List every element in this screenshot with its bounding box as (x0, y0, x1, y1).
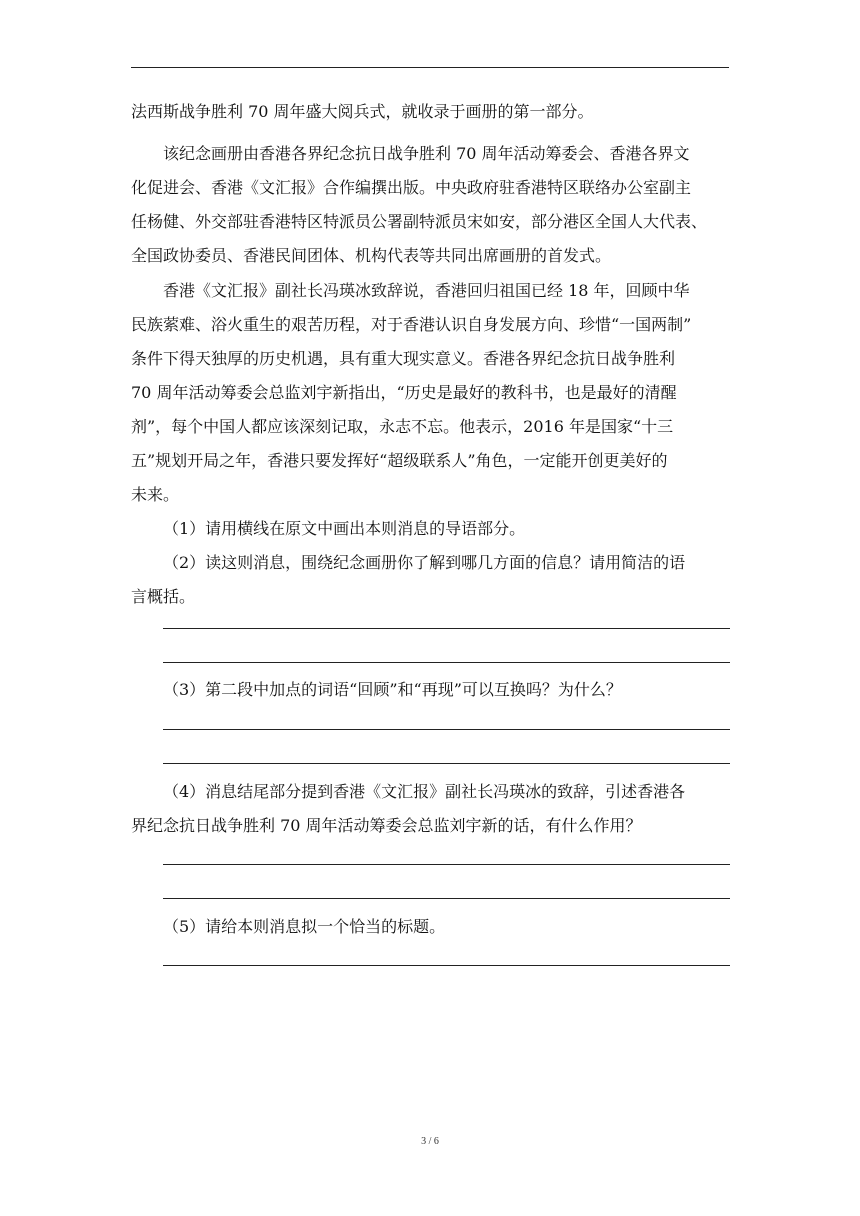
header-rule (131, 67, 729, 68)
page-number: 3 / 6 (421, 1136, 439, 1147)
question-1: （1）请用横线在原文中画出本则消息的导语部分。 (163, 519, 526, 538)
question-2-line-2: 言概括。 (131, 587, 196, 606)
answer-line-q2-2[interactable] (163, 662, 730, 663)
paragraph-3-line-4: 70 周年活动筹委会总监刘宇新指出，“历史是最好的教科书，也是最好的清醒 (131, 383, 677, 402)
paragraph-2-line-3: 任杨健、外交部驻香港特区特派员公署副特派员宋如安，部分港区全国人大代表、 (131, 212, 708, 231)
answer-line-q3-2[interactable] (163, 763, 730, 764)
paragraph-3-line-5: 剂”，每个中国人都应该深刻记取，永志不忘。他表示，2016 年是国家“十三 (131, 417, 674, 436)
question-3: （3）第二段中加点的词语“回顾”和“再现”可以互换吗？为什么？ (163, 680, 622, 699)
answer-line-q5-1[interactable] (163, 965, 730, 966)
answer-line-q2-1[interactable] (163, 628, 730, 629)
paragraph-2-line-2: 化促进会、香港《文汇报》合作编撰出版。中央政府驻香港特区联络办公室副主 (131, 178, 692, 197)
paragraph-3-line-1: 香港《文汇报》副社长冯瑛冰致辞说，香港回归祖国已经 18 年，回顾中华 (163, 281, 690, 300)
question-5: （5）请给本则消息拟一个恰当的标题。 (163, 917, 446, 936)
passage-continuation-line: 法西斯战争胜利 70 周年盛大阅兵式，就收录于画册的第一部分。 (131, 102, 594, 121)
paragraph-3-line-3: 条件下得天独厚的历史机遇，具有重大现实意义。香港各界纪念抗日战争胜利 (131, 349, 676, 368)
question-2-line-1: （2）读这则消息，围绕纪念画册你了解到哪几方面的信息？请用简洁的语 (163, 553, 686, 572)
question-4-line-1: （4）消息结尾部分提到香港《文汇报》副社长冯瑛冰的致辞，引述香港各 (163, 782, 686, 801)
paragraph-2-line-4: 全国政协委员、香港民间团体、机构代表等共同出席画册的首发式。 (131, 246, 612, 265)
paragraph-3-line-6: 五”规划开局之年，香港只要发挥好“超级联系人”角色，一定能开创更美好的 (131, 451, 668, 470)
paragraph-3-line-7: 未来。 (131, 485, 180, 504)
question-4-line-2: 界纪念抗日战争胜利 70 周年活动筹委会总监刘宇新的话，有什么作用？ (131, 816, 642, 835)
paragraph-3-line-2: 民族萦难、浴火重生的艰苦历程，对于香港认识自身发展方向、珍惜“一国两制” (131, 315, 692, 334)
answer-line-q4-2[interactable] (163, 898, 730, 899)
answer-line-q4-1[interactable] (163, 864, 730, 865)
paragraph-2-line-1: 该纪念画册由香港各界纪念抗日战争胜利 70 周年活动筹委会、香港各界文 (163, 144, 690, 163)
answer-line-q3-1[interactable] (163, 729, 730, 730)
